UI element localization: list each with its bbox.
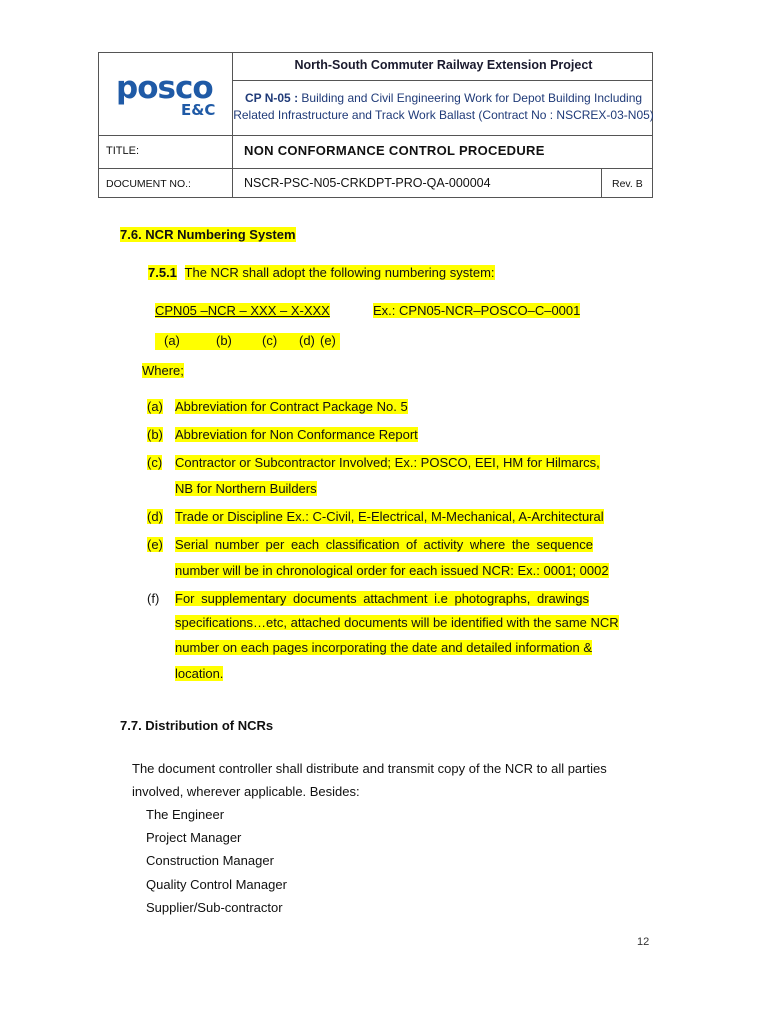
list-item-text-cont: number will be in chronological order for each issued NCR: Ex.: 0001; 0002 xyxy=(175,563,609,578)
recipient-item: Supplier/Sub-contractor xyxy=(146,900,283,915)
where-label: Where; xyxy=(142,363,184,378)
list-item-text: For supplementary documents attachment i.e photographs, drawings xyxy=(175,591,589,606)
list-item-text: Abbreviation for Non Conformance Report xyxy=(175,427,418,442)
company-logo: posco xyxy=(116,70,213,106)
docno-label: DOCUMENT NO.: xyxy=(106,178,191,190)
revision-label: Rev. B xyxy=(612,178,643,190)
contract-line2: Related Infrastructure and Track Work Ballast (Contract No : NSCREX-03-N05) xyxy=(233,108,654,122)
list-item-text-cont: NB for Northern Builders xyxy=(175,481,317,496)
document-title: NON CONFORMANCE CONTROL PROCEDURE xyxy=(244,143,545,158)
contract-code: CP N-05 : xyxy=(244,91,299,105)
document-number: NSCR-PSC-N05-CRKDPT-PRO-QA-000004 xyxy=(244,176,491,190)
page-number: 12 xyxy=(637,936,650,948)
company-logo-sub: E&C xyxy=(181,101,216,119)
list-item-label: (c) xyxy=(147,455,163,470)
title-label: TITLE: xyxy=(106,145,140,157)
list-item-label: (f) xyxy=(147,591,160,606)
numbering-format: CPN05 –NCR – XXX – X-XXX xyxy=(155,303,330,318)
recipient-item: Project Manager xyxy=(146,830,242,845)
project-title: North-South Commuter Railway Extension Project xyxy=(294,58,593,72)
list-item-label: (d) xyxy=(147,509,163,524)
list-item-text-cont: specifications…etc, attached documents will be identified with the same NCR xyxy=(175,615,619,630)
format-label-e: (e) xyxy=(320,333,336,348)
list-item-label: (a) xyxy=(147,399,163,414)
list-item-text: Trade or Discipline Ex.: C-Civil, E-Electrical, M-Mechanical, A-Architectural xyxy=(175,509,604,524)
list-item-label: (b) xyxy=(147,427,163,442)
distribution-paragraph-line1: The document controller shall distribute and transmit copy of the NCR to all parties xyxy=(132,761,607,776)
recipient-item: Construction Manager xyxy=(146,853,274,868)
contract-description xyxy=(233,90,654,124)
subsection-number: 7.5.1 xyxy=(148,265,177,280)
list-item-text: Serial number per each classification of activity where the sequence xyxy=(175,537,593,552)
numbering-example: Ex.: CPN05-NCR–POSCO–C–0001 xyxy=(373,303,581,318)
contract-line1: Building and Civil Engineering Work for Depot Building Including xyxy=(298,91,643,105)
format-labels-row xyxy=(155,333,340,350)
list-item-text-cont: number on each pages incorporating the date and detailed information & xyxy=(175,640,593,655)
document-header-table xyxy=(98,52,653,198)
distribution-paragraph-line2: involved, wherever applicable. Besides: xyxy=(132,784,360,799)
list-item-text-cont: location. xyxy=(175,666,224,681)
section-heading-7-7: 7.7. Distribution of NCRs xyxy=(120,718,274,733)
format-label-c: (c) xyxy=(262,333,278,348)
recipient-item: Quality Control Manager xyxy=(146,877,287,892)
subsection-7-5-1 xyxy=(148,265,495,280)
list-item-text: Abbreviation for Contract Package No. 5 xyxy=(175,399,408,414)
subsection-text: The NCR shall adopt the following numbering system: xyxy=(184,265,495,280)
format-label-b: (b) xyxy=(216,333,232,348)
list-item-label: (e) xyxy=(147,537,163,552)
format-label-a: (a) xyxy=(164,333,180,348)
list-item-text: Contractor or Subcontractor Involved; Ex.: POSCO, EEI, HM for Hilmarcs, xyxy=(175,455,600,470)
section-heading-7-6: 7.6. NCR Numbering System xyxy=(120,227,296,242)
format-label-d: (d) xyxy=(299,333,315,348)
recipient-item: The Engineer xyxy=(146,807,225,822)
